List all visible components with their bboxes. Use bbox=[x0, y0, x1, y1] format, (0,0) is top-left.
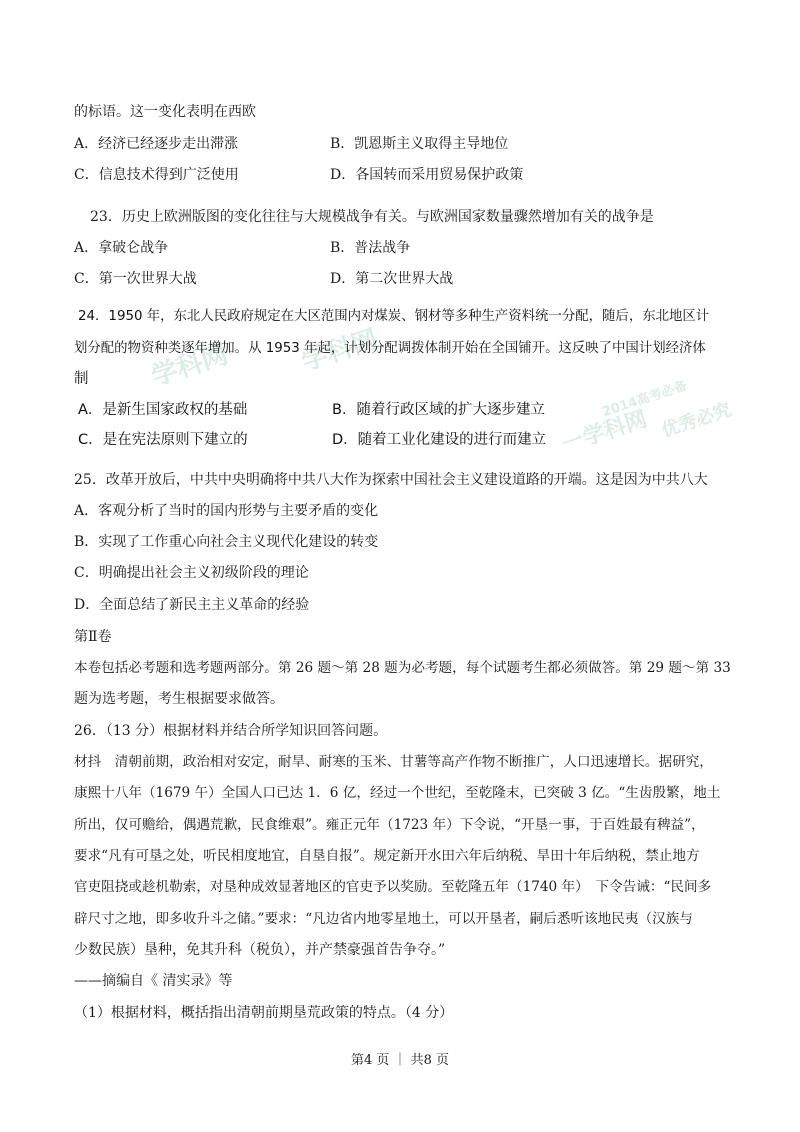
q24-options-row-2 bbox=[78, 430, 738, 450]
q23-option-b: B．普法战争 bbox=[330, 240, 411, 256]
q24-stem-line-2: 划分配的物资种类逐年增加。从 1953 年起，计划分配调拨体制开始在全国铺开。这反映了中国计划经济体 bbox=[74, 341, 706, 356]
q24-stem-line-1: 24．1950 年，东北人民政府规定在大区范围内对煤炭、钢材等多种生产资料统一分配，随后，东北地区计 bbox=[78, 309, 710, 324]
q23-options-row-1 bbox=[74, 238, 734, 258]
q23-option-c: C．第一次世界大战 bbox=[74, 271, 197, 287]
q24-option-c: C．是在宪法原则下建立的 bbox=[78, 432, 248, 448]
watermark-logo-text: 一学科网 bbox=[558, 406, 651, 458]
q26-material-line-3: 所出，仅可赡给，偶遇荒歉，民食维艰”。雍正元年（1723 年）下令说，“开垦一事，于百姓最有稗益”， bbox=[74, 817, 705, 833]
q23-option-d: D．第二次世界大战 bbox=[330, 271, 454, 287]
q22-option-d: D．各国转而采用贸易保护政策 bbox=[330, 167, 524, 183]
q26-material-line-4: 要求“凡有可垦之处，听民相度地宜，自垦自报”。规定新开水田六年后纳税、旱田十年后纳税，禁止地方 bbox=[74, 848, 700, 864]
volume-two-intro-line-2: 题为选考题，考生根据要求做答。 bbox=[74, 691, 284, 707]
q25-option-a: A．客观分析了当时的国内形势与主要矛盾的变化 bbox=[74, 503, 379, 519]
watermark-logo-text: 优秀必究 bbox=[658, 399, 734, 442]
q26-source: ——摘编自《 清实录》等 bbox=[74, 973, 233, 989]
q22-option-c: C．信息技术得到广泛使用 bbox=[74, 167, 239, 183]
volume-two-heading: 第Ⅱ卷 bbox=[74, 629, 112, 645]
q26-stem: 26．（13 分）根据材料并结合所学知识回答问题。 bbox=[74, 723, 388, 739]
q26-material-line-1: 材抖 清朝前期，政治相对安定，耐旱、耐寒的玉米、甘薯等高产作物不断推广，人口迅速增长。据研究， bbox=[74, 754, 713, 770]
q22-option-a: A．经济已经逐步走出滞涨 bbox=[74, 136, 239, 152]
q22-stem-tail: 的标语。这一变化表明在西欧 bbox=[74, 104, 256, 120]
q23-stem: 23．历史上欧洲版图的变化往往与大规模战争有关。与欧洲国家数量骤然增加有关的战争是 bbox=[90, 209, 654, 225]
q22-options-row-2 bbox=[74, 165, 734, 185]
q24-options-row-1 bbox=[78, 400, 738, 420]
q26-material-line-5: 官吏阻挠或趁机勒索，对垦种成效显著地区的官吏予以奖励。至乾隆五年（1740 年） 下令告诫：“民间多 bbox=[74, 879, 712, 895]
page-footer: 第4 页 ｜ 共8 页 bbox=[350, 1053, 450, 1068]
q22-option-b: B．凯恩斯主义取得主导地位 bbox=[330, 136, 509, 152]
q26-material-line-2: 康熙十八年（1679 午）全国人口已达 1．6 亿，经过一个世纪，至乾隆末，已突破 3 亿。“生齿殷繁，地土 bbox=[74, 785, 721, 801]
q25-stem: 25．改革开放后，中共中央明确将中共八大作为探索中国社会主义建设道路的开端。这是因为中共八大 bbox=[74, 472, 708, 488]
q23-options-row-2 bbox=[74, 269, 734, 289]
q25-option-b: B．实现了工作重心向社会主义现代化建设的转变 bbox=[74, 534, 379, 550]
volume-two-intro-line-1: 本卷包括必考题和选考题两部分。第 26 题～第 28 题为必考题，每个试题考生都必须做答。第 29 题～第 33 bbox=[74, 660, 731, 676]
q25-option-c: C．明确提出社会主义初级阶段的理论 bbox=[74, 565, 309, 581]
watermark-logo-text: 学科网 bbox=[298, 324, 382, 378]
watermark-logo-text: 学科网 bbox=[148, 339, 232, 393]
q26-subquestion-1: （1）根据材料，概括指出清朝前期垦荒政策的特点。（4 分） bbox=[74, 1005, 454, 1021]
q24-option-a: A．是新生国家政权的基础 bbox=[78, 402, 248, 418]
q24-option-d: D．随着工业化建设的进行而建立 bbox=[332, 432, 547, 448]
q23-option-a: A．拿破仑战争 bbox=[74, 240, 169, 256]
watermark-logo-text: 2014高考必备 bbox=[600, 378, 689, 421]
q24-stem-line-3: 制 bbox=[74, 371, 89, 387]
q24-option-b: B．随着行政区域的扩大逐步建立 bbox=[332, 402, 545, 418]
q26-material-line-6: 辟尺寸之地，即多收升斗之储。”要求：“凡边省内地零星地土，可以开垦者，嗣后悉听该地民夷（汉族与 bbox=[74, 911, 693, 927]
q25-option-d: D．全面总结了新民主主义革命的经验 bbox=[74, 597, 310, 613]
q26-material-line-7: 少数民族）垦种，免其升科（税负），并产禁豪强首告争夺。” bbox=[74, 942, 446, 958]
q22-options-row-1 bbox=[74, 134, 734, 154]
